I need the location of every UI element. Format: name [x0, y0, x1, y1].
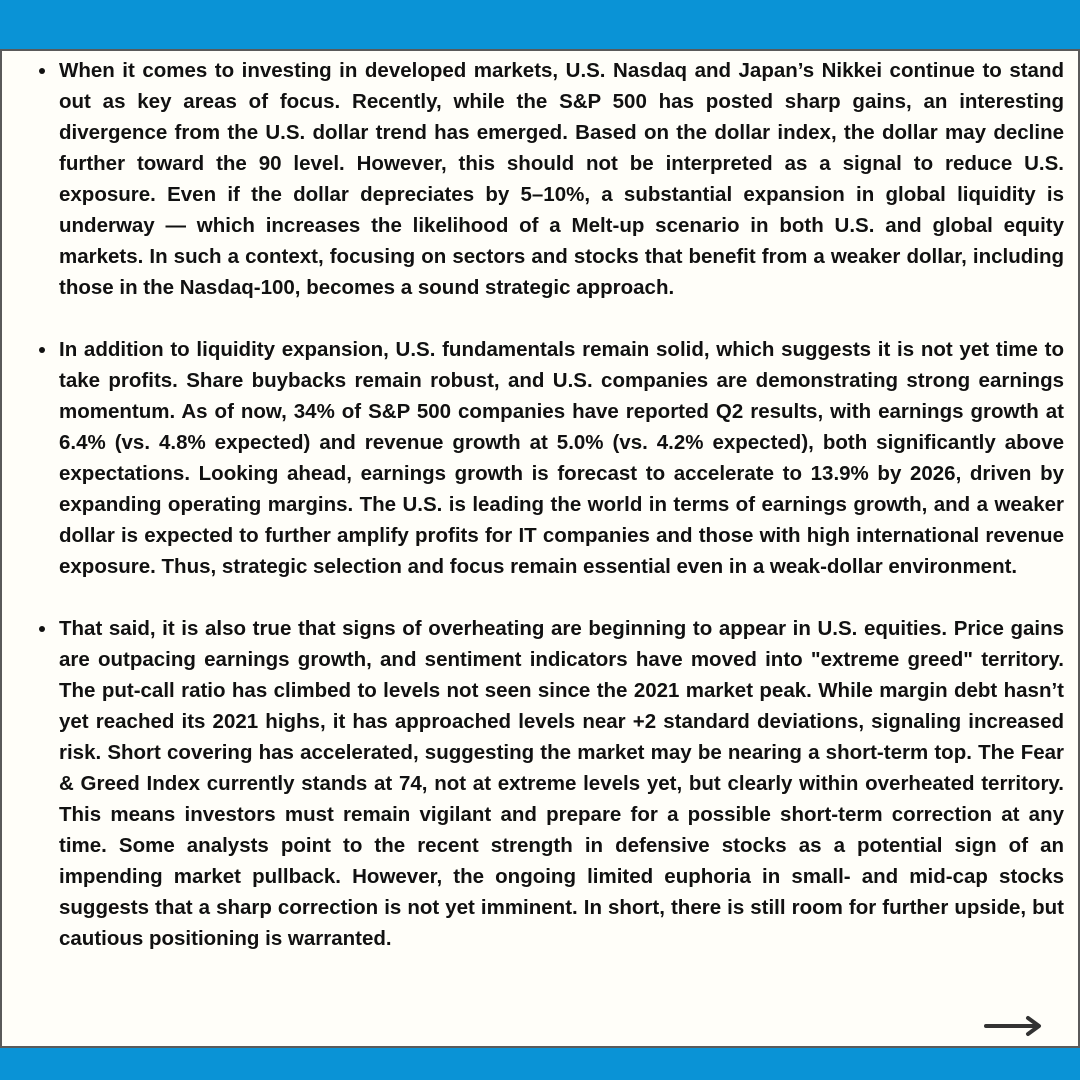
bullet-list	[59, 55, 1064, 954]
bullet-item-fundamentals: In addition to liquidity expansion, U.S. fundamentals remain solid, which suggests it is not yet time to take profits. Share buybacks remain robust, and U.S. companies are demonstrating strong earnings momentum. As of now, 34% of S&P 500 companies have reported Q2 results, with earnings growth at 6.4% (vs. 4.8% expected) and revenue growth at 5.0% (vs. 4.2% expected), both significantly above expectations. Looking ahead, earnings growth is forecast to accelerate to 13.9% by 2026, driven by expanding operating margins. The U.S. is leading the world in terms of earnings growth, and a weaker dollar is expected to further amplify profits for IT companies and those with high international revenue exposure. Thus, strategic selection and focus remain essential even in a weak-dollar environment.	[59, 334, 1064, 582]
content-panel	[0, 49, 1080, 1048]
bottom-accent-bar	[0, 1048, 1080, 1080]
bullet-item-overheating: That said, it is also true that signs of overheating are beginning to appear in U.S. equities. Price gains are outpacing earnings growth, and sentiment indicators have moved into "extreme greed" territory. The put-call ratio has climbed to levels not seen since the 2021 market peak. While margin debt hasn’t yet reached its 2021 highs, it has approached levels near +2 standard deviations, signaling increased risk. Short covering has accelerated, suggesting the market may be nearing a short-term top. The Fear & Greed Index currently stands at 74, not at extreme levels yet, but clearly within overheated territory. This means investors must remain vigilant and prepare for a possible short-term correction at any time. Some analysts point to the recent strength in defensive stocks as a potential sign of an impending market pullback. However, the ongoing limited euphoria in small- and mid-cap stocks suggests that a sharp correction is not yet imminent. In short, there is still room for further upside, but cautious positioning is warranted.	[59, 613, 1064, 954]
bullet-item-liquidity-and-dollar: When it comes to investing in developed markets, U.S. Nasdaq and Japan’s Nikkei continue to stand out as key areas of focus. Recently, while the S&P 500 has posted sharp gains, an interesting divergence from the U.S. dollar trend has emerged. Based on the dollar index, the dollar may decline further toward the 90 level. However, this should not be interpreted as a signal to reduce U.S. exposure. Even if the dollar depreciates by 5–10%, a substantial expansion in global liquidity is underway — which increases the likelihood of a Melt-up scenario in both U.S. and global equity markets. In such a context, focusing on sectors and stocks that benefit from a weaker dollar, including those in the Nasdaq-100, becomes a sound strategic approach.	[59, 55, 1064, 303]
top-accent-bar	[0, 0, 1080, 49]
arrow-right-icon[interactable]	[984, 1015, 1044, 1037]
